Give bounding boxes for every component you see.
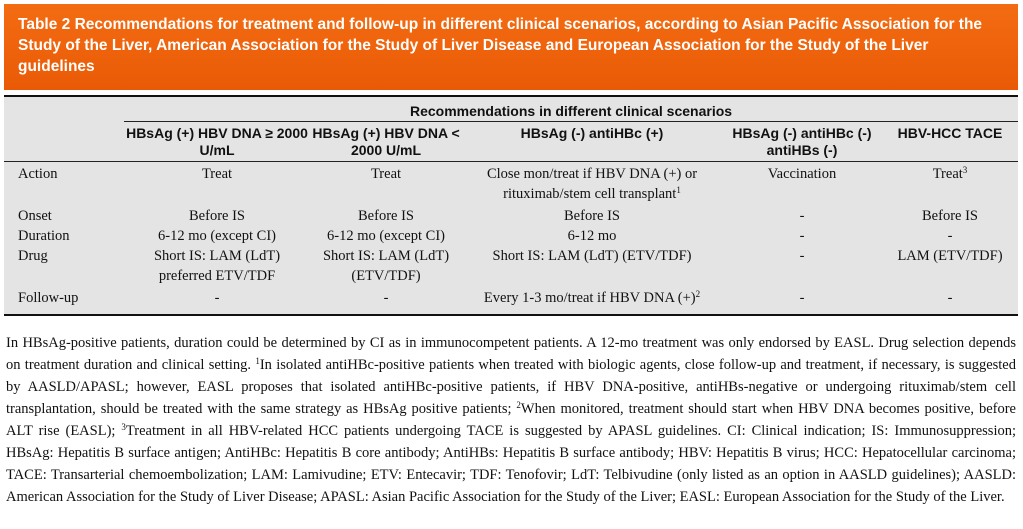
table-cell: - bbox=[799, 248, 805, 264]
table-cell: Treat$^3$ bbox=[932, 165, 968, 182]
table-cell: Vaccination bbox=[767, 166, 837, 182]
table-cell: - bbox=[799, 290, 805, 306]
table-cell: - bbox=[799, 228, 805, 244]
table-cell: 6-12 mo bbox=[567, 228, 617, 244]
header-rule bbox=[4, 161, 1018, 162]
column-header-5: HBV-HCC TACE bbox=[897, 125, 1003, 141]
column-header-4: HBsAg (-) antiHBc (-) antiHBs (-) bbox=[732, 125, 872, 158]
row-label-follow-up: Follow-up bbox=[18, 290, 79, 306]
table-cell: Before IS bbox=[922, 208, 978, 224]
row-label-duration: Duration bbox=[18, 228, 70, 244]
table-cell: Short IS: LAM (LdT) (ETV/TDF) bbox=[322, 248, 450, 284]
row-label-drug: Drug bbox=[18, 248, 48, 264]
table-cell: Before IS bbox=[189, 208, 245, 224]
table-title-bar bbox=[4, 4, 1018, 90]
table-cell: 6-12 mo (except CI) bbox=[327, 228, 445, 244]
column-header-1: HBsAg (+) HBV DNA ≥ 2000 U/mL bbox=[126, 125, 308, 158]
group-header-rule bbox=[124, 121, 1018, 122]
table-cell: LAM (ETV/TDF) bbox=[897, 248, 1003, 264]
table-cell: Treat bbox=[201, 166, 233, 182]
table-footnote: In HBsAg-positive patients, duration could be determined by CI as in immunocompetent patients. A 12-mo treatment was only endorsed by EASL. Drug selection depends on treatment duration and clinical setting. $^1$In isolated antiHBc-positive patients when treated with biologic agents, close follow-up and treatment, if necessary, is suggested by AASLD/APASL; however, EASL proposes that isolated antiHBc-positive patients, if HBV DNA-positive, antiHBs-negative or undergoing rituximab/stem cell transplantation, should be treated with the same strategy as HBsAg positive patients; $^2$When monitored, treatment should start when HBV DNA becomes positive, before ALT rise (EASL); $^3$Treatment in all HBV-related HCC patients undergoing TACE is suggested by APASL guidelines. CI: Clinical indication; IS: Immunosuppression; HBsAg: Hepatitis B surface antigen; AntiHBc: Hepatitis B core antibody; AntiHBs: Hepatitis B surface antibody; HBV: Hepatitis B virus; HCC: Hepatocellular carcinoma; TACE: Transarterial chemoembolization; LAM: Lamivudine; ETV: Entecavir; TDF: Tenofovir; LdT: Telbivudine (only listed as an option in AASLD guidelines); AASLD: American Association for the Study of Liver Disease; APASL: Asian Pacific Association for the Study of the Liver; EASL: European Association for the Study of the Liver. bbox=[6, 335, 1017, 505]
column-header-2: HBsAg (+) HBV DNA < 2000 U/mL bbox=[312, 125, 460, 158]
table-cell: Close mon/treat if HBV DNA (+) or rituximab/stem cell transplant$^1$ bbox=[486, 166, 698, 202]
table-cell: Before IS bbox=[564, 208, 620, 224]
table-cell: - bbox=[799, 208, 805, 224]
table-cell: Before IS bbox=[358, 208, 414, 224]
table-cell: 6-12 mo (except CI) bbox=[158, 228, 276, 244]
table-cell: Treat bbox=[370, 166, 402, 182]
column-header-3: HBsAg (-) antiHBc (+) bbox=[520, 125, 664, 141]
table-cell: - bbox=[947, 290, 953, 306]
table-cell: - bbox=[947, 228, 953, 244]
table-cell: Every 1-3 mo/treat if HBV DNA $(+)^2$ bbox=[483, 289, 701, 306]
group-header: Recommendations in different clinical scenarios bbox=[409, 103, 733, 119]
table-cell: - bbox=[383, 290, 389, 306]
table-cell: Short IS: LAM (LdT) preferred ETV/TDF bbox=[153, 248, 281, 284]
table-cell: Short IS: LAM (LdT) (ETV/TDF) bbox=[492, 248, 692, 264]
row-label-onset: Onset bbox=[18, 208, 52, 224]
row-label-action: Action bbox=[18, 166, 58, 182]
table-cell: - bbox=[214, 290, 220, 306]
recommendations-table bbox=[4, 95, 1018, 316]
table-title: Table 2 Recommendations for treatment and follow-up in different clinical scenarios, according to Asian Pacific Association for the Study of the Liver, American Association for the Study of Liver Disease and European Association for the Study of the Liver guidelines bbox=[18, 16, 983, 75]
